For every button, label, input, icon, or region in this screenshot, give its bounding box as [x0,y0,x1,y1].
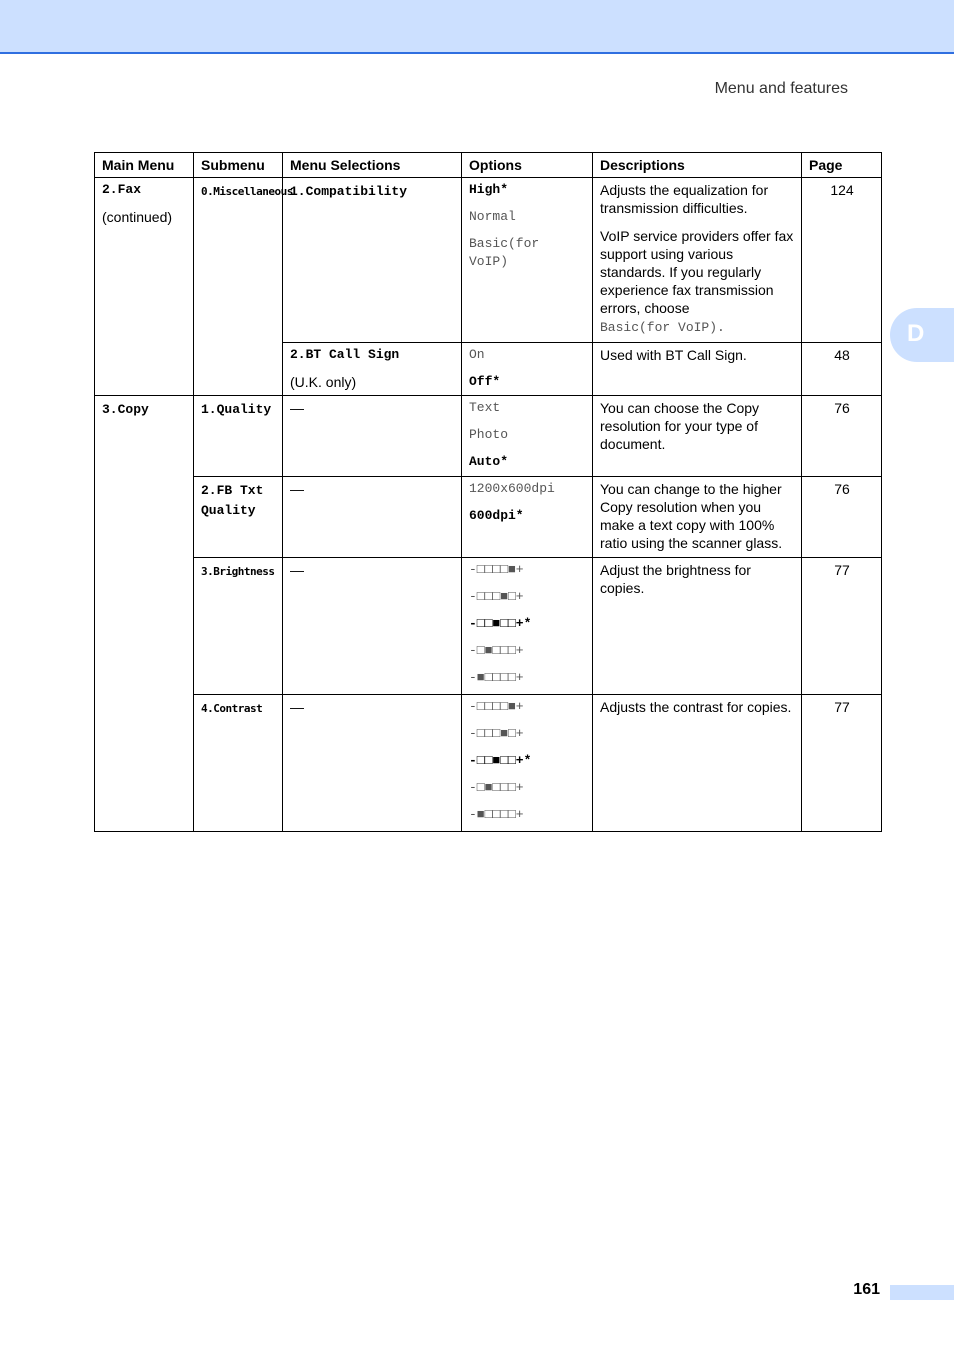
selection-compatibility: 1.Compatibility [290,184,408,199]
col-main-menu: Main Menu [95,153,194,178]
page-cell: 124 [802,178,882,343]
description-cell: Adjust the brightness for copies. [593,558,802,695]
main-menu-fax: 2.Fax [102,182,142,197]
option-item: -■□□□□+ [469,670,524,685]
option-item: Basic(for VoIP) [469,236,540,269]
selection-bt-call-sign: 2.BT Call Sign [290,347,400,362]
submenu-brightness: 3.Brightness [201,565,275,578]
option-item: -□□□■□+ [469,589,524,604]
options-cell [462,396,593,477]
submenu-cell [194,178,293,396]
option-item: -□■□□□+ [469,780,524,795]
option-item: -□□□■□+ [469,726,524,741]
table-header-row [95,153,882,178]
top-header-band [0,0,954,54]
option-item: -□□□□■+ [469,699,524,714]
description-cell: You can choose the Copy resolution for your type of document. [593,396,802,477]
selection-note: (U.K. only) [290,374,357,390]
table-row [95,178,882,343]
option-item: -□□■□□+* [469,616,532,631]
option-item: Normal [469,209,516,224]
option-item: Off* [469,374,501,389]
menu-table [94,152,882,832]
submenu-cell [194,558,283,695]
description-text: Adjusts the equalization for transmission difficulties. [600,182,769,216]
description-cell: You can change to the higher Copy resolution when you make a text copy with 100% ratio using the scanner glass. [593,477,802,558]
chapter-tab-letter: D [907,320,925,347]
description-cell: Adjusts the contrast for copies. [593,695,802,832]
page-cell: 76 [802,477,882,558]
col-submenu: Submenu [194,153,283,178]
option-item: 1200x600dpi [469,481,555,496]
submenu-miscellaneous: 0.Miscellaneous [201,185,293,198]
table-row [95,695,882,832]
submenu-contrast: 4.Contrast [201,702,263,715]
options-cell [462,695,593,832]
selection-cell [283,343,462,396]
option-item: -□□■□□+* [469,753,532,768]
description-cell: Used with BT Call Sign. [593,343,802,396]
selection-cell: — [283,396,462,477]
submenu-cell [194,477,283,558]
options-cell [462,477,593,558]
option-item: Text [469,400,501,415]
chapter-tab [890,308,954,362]
description-text: VoIP service providers offer fax support using various standards. If you regularly experience fax transmission errors, choose [600,228,794,316]
selection-cell: — [283,558,462,695]
option-item: -■□□□□+ [469,807,524,822]
description-cell [593,178,802,343]
option-item: High* [469,182,509,197]
selection-cell: — [283,477,462,558]
submenu-cell [194,695,283,832]
option-item: -□□□□■+ [469,562,524,577]
main-menu-cell [95,178,194,396]
page-cell: 48 [802,343,882,396]
option-item: Photo [469,427,509,442]
col-page: Page [802,153,882,178]
continued-note: (continued) [102,209,173,225]
submenu-cell [194,396,283,477]
submenu-fb-txt-quality: 2.FB Txt Quality [201,483,264,518]
main-menu-copy: 3.Copy [102,402,149,417]
page-cell: 76 [802,396,882,477]
table-row [95,558,882,695]
table-row [95,477,882,558]
option-item: -□■□□□+ [469,643,524,658]
selection-cell [283,178,462,343]
submenu-quality: 1.Quality [201,402,272,417]
col-options: Options [462,153,593,178]
footer-band [890,1285,954,1300]
options-cell [462,178,593,343]
main-menu-cell [95,396,194,832]
option-item: 600dpi* [469,508,524,523]
description-code: Basic(for VoIP). [600,320,725,335]
col-descriptions: Descriptions [593,153,802,178]
table-row [95,396,882,477]
options-cell [462,558,593,695]
options-cell [462,343,593,396]
option-item: On [469,347,485,362]
page-cell: 77 [802,558,882,695]
col-menu-selections: Menu Selections [283,153,462,178]
page-number: 161 [853,1281,880,1298]
header-title: Menu and features [714,80,848,97]
option-item: Auto* [469,454,509,469]
selection-cell: — [283,695,462,832]
page-cell: 77 [802,695,882,832]
